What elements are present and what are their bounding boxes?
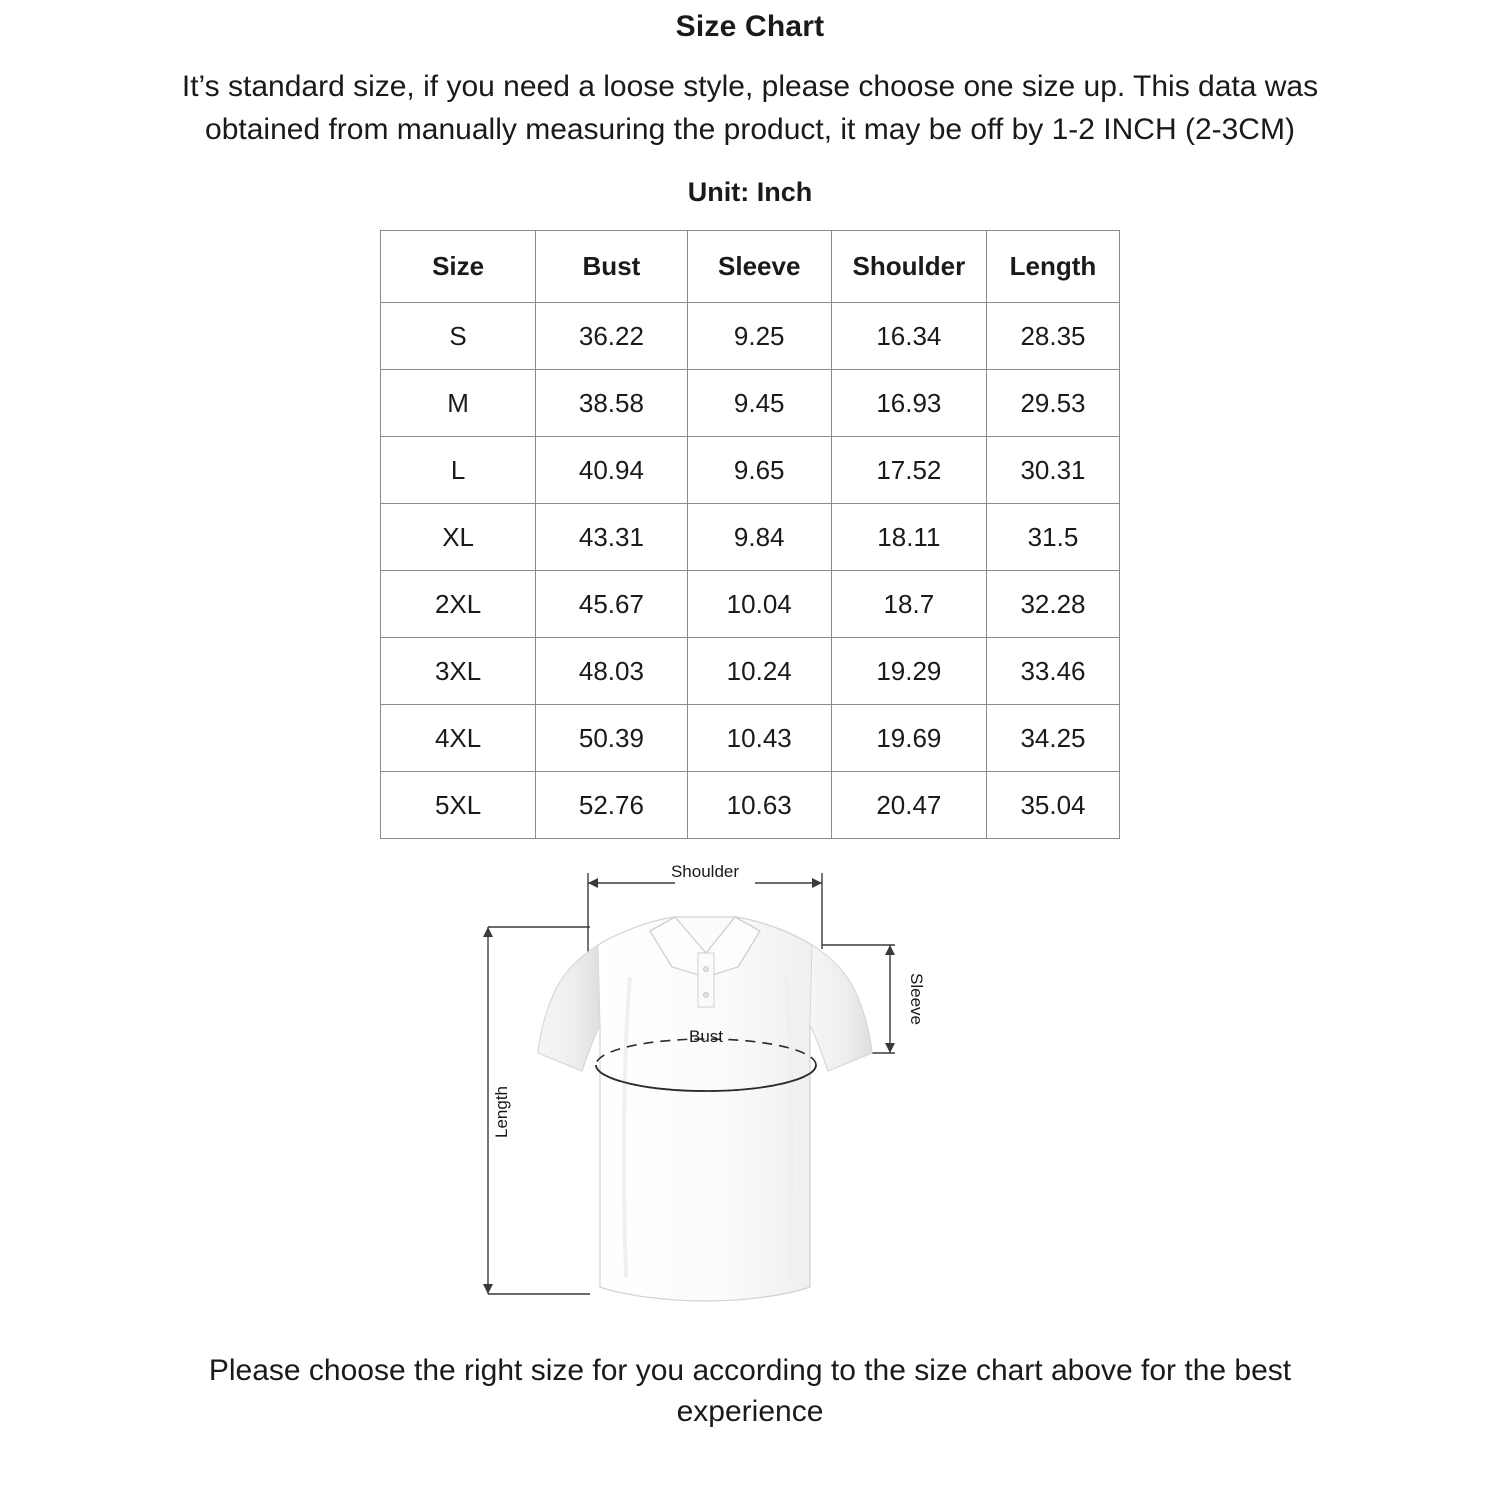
sleeve-label: Sleeve xyxy=(907,973,926,1026)
cell-shoulder: 19.29 xyxy=(831,638,986,705)
measurement-diagram xyxy=(470,857,1030,1327)
cell-shoulder: 20.47 xyxy=(831,772,986,839)
size-table xyxy=(380,230,1120,839)
cell-sleeve: 9.45 xyxy=(687,370,831,437)
table-header-row xyxy=(381,231,1120,303)
column-header-size: Size xyxy=(381,231,536,303)
cell-length: 29.53 xyxy=(986,370,1119,437)
table-row xyxy=(381,772,1120,839)
shoulder-label: Shoulder xyxy=(670,862,740,882)
cell-bust: 48.03 xyxy=(536,638,687,705)
cell-length: 34.25 xyxy=(986,705,1119,772)
cell-length: 35.04 xyxy=(986,772,1119,839)
cell-shoulder: 18.7 xyxy=(831,571,986,638)
cell-length: 31.5 xyxy=(986,504,1119,571)
cell-size: 2XL xyxy=(381,571,536,638)
bust-label: Bust xyxy=(688,1027,724,1047)
column-header-shoulder: Shoulder xyxy=(831,231,986,303)
cell-size: XL xyxy=(381,504,536,571)
polo-shirt-diagram-svg xyxy=(470,857,1030,1327)
cell-size: L xyxy=(381,437,536,504)
cell-bust: 38.58 xyxy=(536,370,687,437)
cell-size: 5XL xyxy=(381,772,536,839)
cell-shoulder: 18.11 xyxy=(831,504,986,571)
cell-size: S xyxy=(381,303,536,370)
cell-sleeve: 10.63 xyxy=(687,772,831,839)
intro-text: It’s standard size, if you need a loose style, please choose one size up. This data was obtained from manually measuring the product, it may be off by 1-2 INCH (2-3CM) xyxy=(181,70,1319,146)
table-row xyxy=(381,705,1120,772)
page-title: Size Chart xyxy=(675,10,825,43)
cell-sleeve: 10.04 xyxy=(687,571,831,638)
cell-bust: 43.31 xyxy=(536,504,687,571)
cell-bust: 45.67 xyxy=(536,571,687,638)
table-row xyxy=(381,303,1120,370)
cell-sleeve: 10.43 xyxy=(687,705,831,772)
cell-length: 28.35 xyxy=(986,303,1119,370)
column-header-length: Length xyxy=(986,231,1119,303)
cell-size: M xyxy=(381,370,536,437)
length-label: Length xyxy=(492,1086,511,1139)
table-row xyxy=(381,370,1120,437)
cell-size: 3XL xyxy=(381,638,536,705)
cell-shoulder: 17.52 xyxy=(831,437,986,504)
unit-label: Unit: Inch xyxy=(687,177,813,208)
cell-size: 4XL xyxy=(381,705,536,772)
table-row xyxy=(381,638,1120,705)
table-row xyxy=(381,504,1120,571)
cell-shoulder: 16.93 xyxy=(831,370,986,437)
cell-sleeve: 9.25 xyxy=(687,303,831,370)
cell-length: 32.28 xyxy=(986,571,1119,638)
cell-shoulder: 19.69 xyxy=(831,705,986,772)
cell-shoulder: 16.34 xyxy=(831,303,986,370)
cell-bust: 36.22 xyxy=(536,303,687,370)
cell-sleeve: 10.24 xyxy=(687,638,831,705)
size-table-wrapper xyxy=(380,230,1120,839)
table-row xyxy=(381,437,1120,504)
cell-sleeve: 9.65 xyxy=(687,437,831,504)
column-header-sleeve: Sleeve xyxy=(687,231,831,303)
cell-sleeve: 9.84 xyxy=(687,504,831,571)
cell-length: 30.31 xyxy=(986,437,1119,504)
cell-length: 33.46 xyxy=(986,638,1119,705)
shirt-illustration xyxy=(538,917,872,1301)
cell-bust: 40.94 xyxy=(536,437,687,504)
footer-note: Please choose the right size for you according to the size chart above for the best experience xyxy=(208,1354,1292,1428)
cell-bust: 50.39 xyxy=(536,705,687,772)
column-header-bust: Bust xyxy=(536,231,687,303)
table-row xyxy=(381,571,1120,638)
cell-bust: 52.76 xyxy=(536,772,687,839)
